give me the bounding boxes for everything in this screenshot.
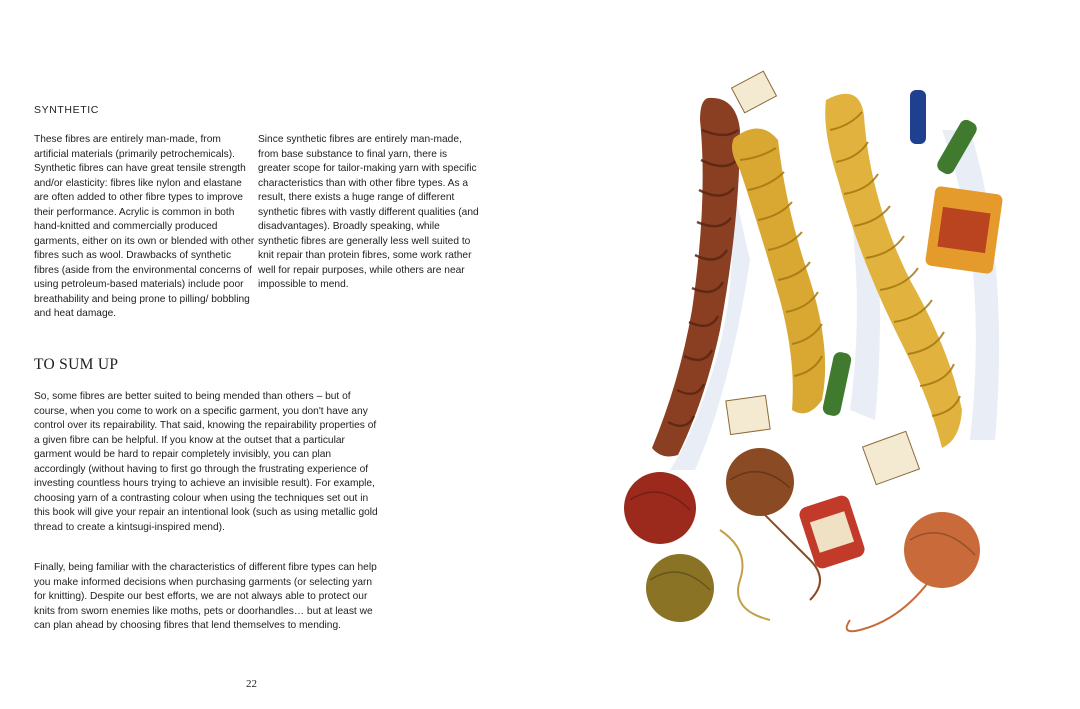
green-bobbin-middle	[822, 351, 853, 417]
blue-bobbin	[910, 90, 926, 144]
summary-title: TO SUM UP	[34, 356, 119, 373]
section-title: SYNTHETIC	[34, 104, 99, 116]
synthetic-column-2: Since synthetic fibres are entirely man-made, from base substance to final yarn, there is greater scope for tailor-making yarn with specific characteristics than with other fibre types. As a result, there exists a huge range of different synthetic fibres with vastly different qualities (and disadvantages). Broadly speaking, while synthetic fibres are generally less well suited to knit repair than protein fibres, some work rather well for repair purposes, while others are near impossible to mend.	[258, 134, 479, 290]
orange-spool	[925, 186, 1003, 275]
page-number: 22	[246, 678, 257, 690]
yarn-illustration	[600, 60, 1040, 660]
synthetic-column-1: These fibres are entirely man-made, from artificial materials (primarily petrochemicals). Synthetic fibres can have great tensile strength and/or elasticity: fibres like nylon and elastane are often added to other fibre types to improve their performance. Acrylic is common in both hand-knitted and commercially produced garments, either on its own or blended with other fibres such as wool. Drawbacks of synthetic fibres (aside from the environmental concerns of using petroleum-based materials) include poor breathability and being prone to pilling/ bobbling and heat damage.	[34, 134, 255, 319]
yarn-balls	[624, 448, 980, 622]
gold-skein-right	[825, 94, 962, 448]
summary-paragraph-2: Finally, being familiar with the characteristics of different fibre types can help you make informed decisions when purchasing garments (or selecting yarn for knitting). Despite our best efforts, we are not always able to protect our knits from sworn enemies like moths, pets or doorhandles… but at least we can plan ahead by choosing fibres that lend themselves to mending.	[34, 562, 377, 631]
summary-paragraph-1: So, some fibres are better suited to being mended than others – but of course, when you come to work on a specific garment, you don't have any control over its repairability. That said, knowing the repairability properties of a given fibre can be helpful. If you know at the outset that a particular garment would be hard to repair completely invisibly, you can plan accordingly (without having to first go through the frustrating experience of investing countless hours trying to achieve an invisible result). For example, choosing yarn of a contrasting colour when using the techniques set out in this book will give your repair an intentional look (such as using metallic gold thread to create a kintsugi-inspired mend).	[34, 391, 378, 533]
